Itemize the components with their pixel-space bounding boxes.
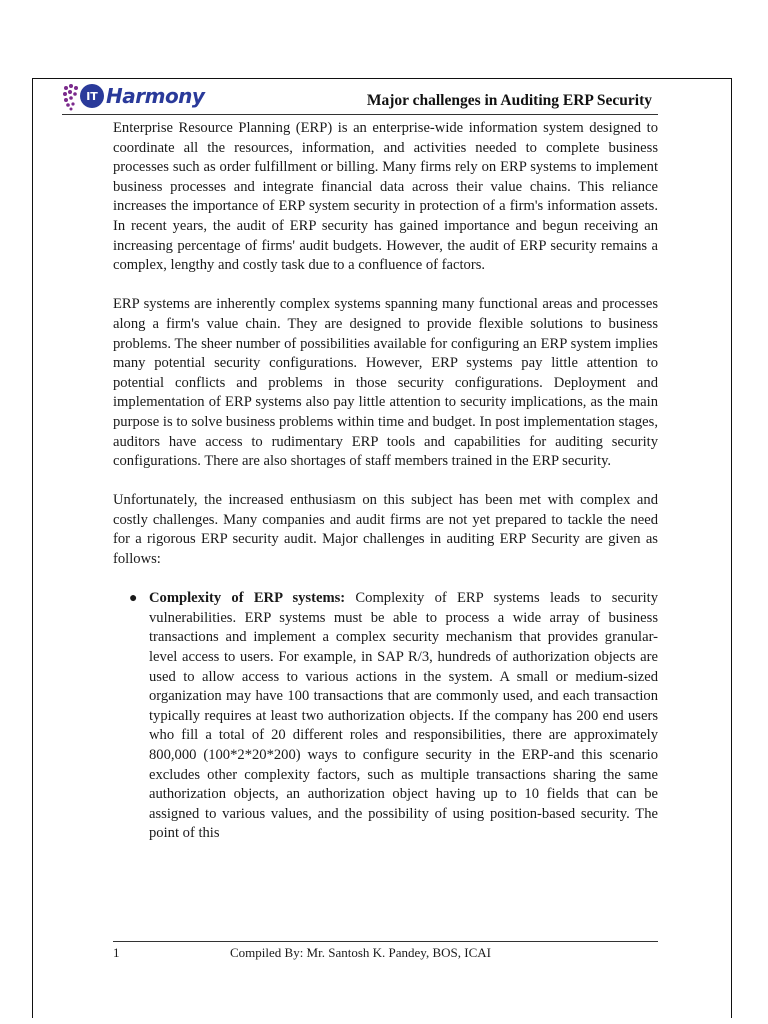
footer-credit: Compiled By: Mr. Santosh K. Pandey, BOS, ICAI [230, 945, 491, 960]
logo-mark: IT [80, 84, 104, 108]
page-number: 1 [113, 945, 120, 960]
header-divider [62, 114, 658, 115]
list-item [113, 589, 658, 844]
document-body [113, 119, 658, 844]
company-logo [62, 80, 212, 114]
logo-wordmark: Harmony [106, 84, 205, 108]
bullet-heading: Complexity of ERP systems: [149, 590, 346, 607]
bullet-text: Complexity of ERP systems leads to security vulnerabilities. ERP systems must be able to process a wide array of business transactions and implement a complex security mechanism that provides granular-level access to users. For example, in SAP R/3, hundreds of authorization objects are used to allow access to various actions in the system. A small or medium-sized organization may have 100 transactions that are commonly used, and each transaction typically requires at least two authorization objects. If the company has 200 end users who fill a total of 20 different roles and responsibilities, there are approximately 800,000 (100*2*20*200) ways to configure security in the ERP-and this scenario excludes other complexity factors, such as multiple transactions sharing the same authorization objects, an authorization object having up to 10 fields that can be assigned to various values, and the possibility of using position-based security. The point of this [149, 590, 658, 842]
paragraph-challenges: Unfortunately, the increased enthusiasm on this subject has been met with complex and costly challenges. Many companies and audit firms are not yet prepared to tackle the need for a rigorous ERP security audit. Major challenges in auditing ERP Security are given as follows: [113, 492, 658, 568]
document-title: Major challenges in Auditing ERP Security [366, 92, 652, 109]
paragraph-intro: Enterprise Resource Planning (ERP) is an enterprise-wide information system designed to coordinate all the resources, information, and activities needed to complete business processes such as order fulfillment or billing. Many firms rely on ERP systems to implement business processes and integrate financial data across their value chains. This reliance increases the importance of ERP system security in protection of a firm's information assets. In recent years, the audit of ERP security has gained importance and begun receiving an increasing percentage of firms' audit budgets. However, the audit of ERP security remains a complex, lengthy and costly task due to a confluence of factors. [113, 120, 658, 274]
challenge-list [113, 589, 658, 844]
footer-divider [113, 941, 658, 942]
bullet-icon: ● [129, 591, 138, 607]
paragraph-complexity: ERP systems are inherently complex systems spanning many functional areas and processes along a firm's value chain. They are designed to provide flexible solutions to business problems. The sheer number of possibilities available for configuring an ERP system implies many potential security configurations. However, ERP systems pay little attention to potential conflicts and problems in those security configurations. Deployment and implementation of ERP systems also pay little attention to security implications, as the main purpose is to solve business problems within time and budget. In post implementation stages, auditors have access to rudimentary ERP tools and capabilities for auditing security configurations. There are also shortages of staff members trained in the ERP security. [113, 296, 658, 470]
